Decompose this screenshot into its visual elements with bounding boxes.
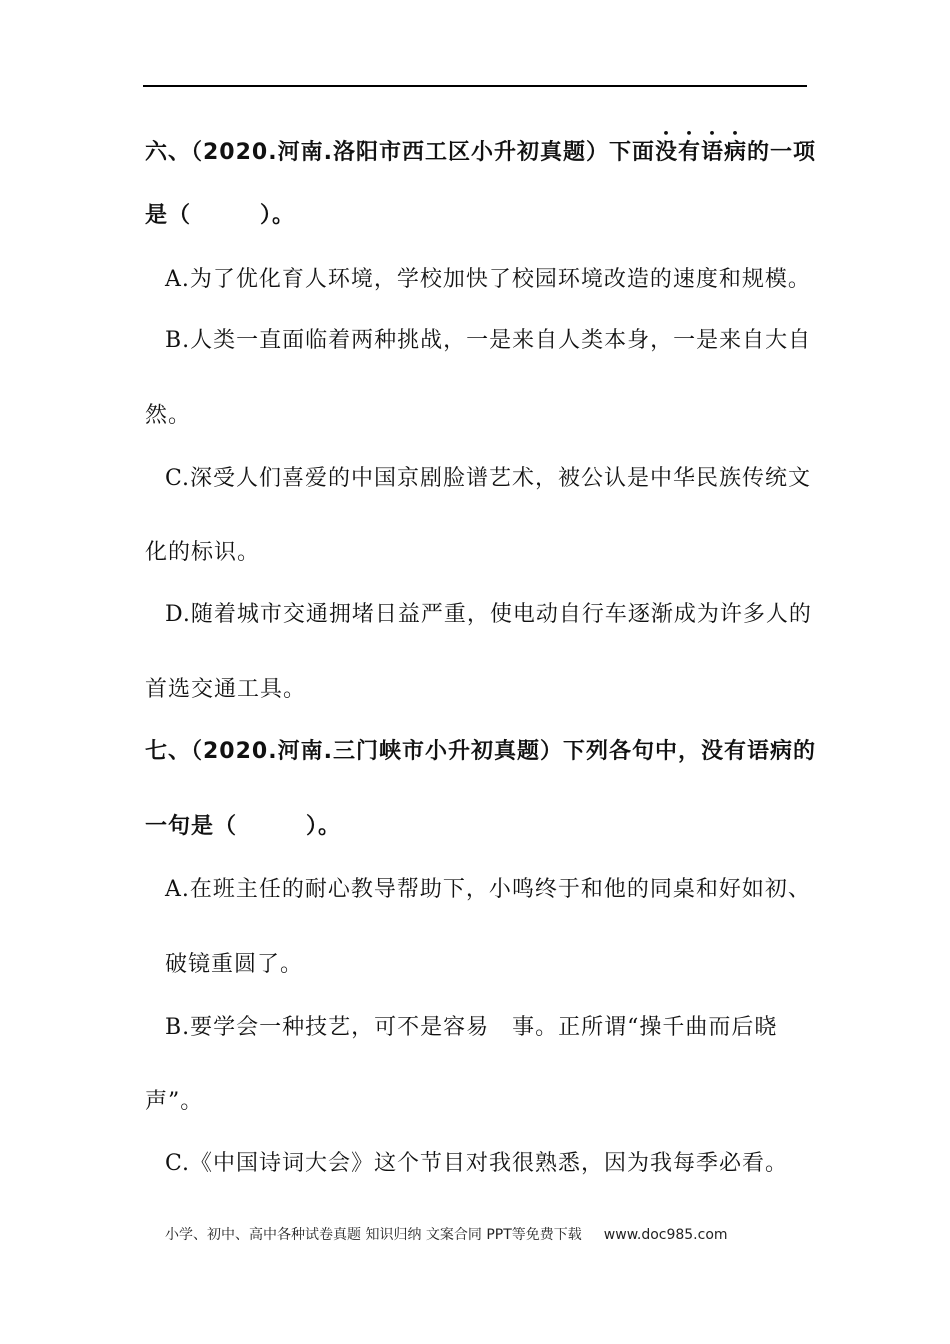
question-6-option-b-cont: 然。 [145,403,192,428]
question-6-option-b: B.人类一直面临着两种挑战，一是来自人类本身，一是来自大自 [165,328,812,353]
question-6-heading-suffix: 的一项 [746,140,816,165]
question-6-heading-cont: 是（ ）。 [145,203,296,228]
question-7-option-b: B.要学会一种技艺，可不是容易 事。正所谓“操千曲而后晓 [165,1015,778,1040]
question-6-option-a: A.为了优化育人环境，学校加快了校园环境改造的速度和规模。 [165,267,811,292]
question-6-heading [145,127,816,168]
question-6-heading-prefix: 六、（2020.河南.洛阳市西工区小升初真题）下面 [145,140,655,165]
header-rule [143,85,807,87]
question-7-option-a-cont: 破镜重圆了。 [165,952,304,977]
question-7-heading: 七、（2020.河南.三门峡市小升初真题）下列各句中，没有语病的 [145,739,816,764]
question-7-heading-cont: 一句是（ ）。 [145,814,342,839]
question-6-heading-emphasis: 没有语病 [654,140,747,165]
question-7-option-c: C.《中国诗词大会》这个节目对我很熟悉，因为我每季必看。 [165,1151,789,1176]
question-7-option-b-cont: 声”。 [145,1089,204,1114]
question-6-option-d-cont: 首选交通工具。 [145,677,307,702]
question-7-option-a: A.在班主任的耐心教导帮助下，小鸣终于和他的同桌和好如初、 [165,877,811,902]
footer-site-link[interactable]: www.doc985.com [603,1227,728,1243]
page-footer [165,1225,728,1245]
question-6-option-d: D.随着城市交通拥堵日益严重，使电动自行车逐渐成为许多人的 [165,602,812,627]
question-6-option-c: C.深受人们喜爱的中国京剧脸谱艺术，被公认是中华民族传统文 [165,466,812,491]
question-6-option-c-cont: 化的标识。 [145,540,261,565]
footer-text: 小学、初中、高中各种试卷真题 知识归纳 文案合同 PPT等免费下载 [165,1227,582,1243]
